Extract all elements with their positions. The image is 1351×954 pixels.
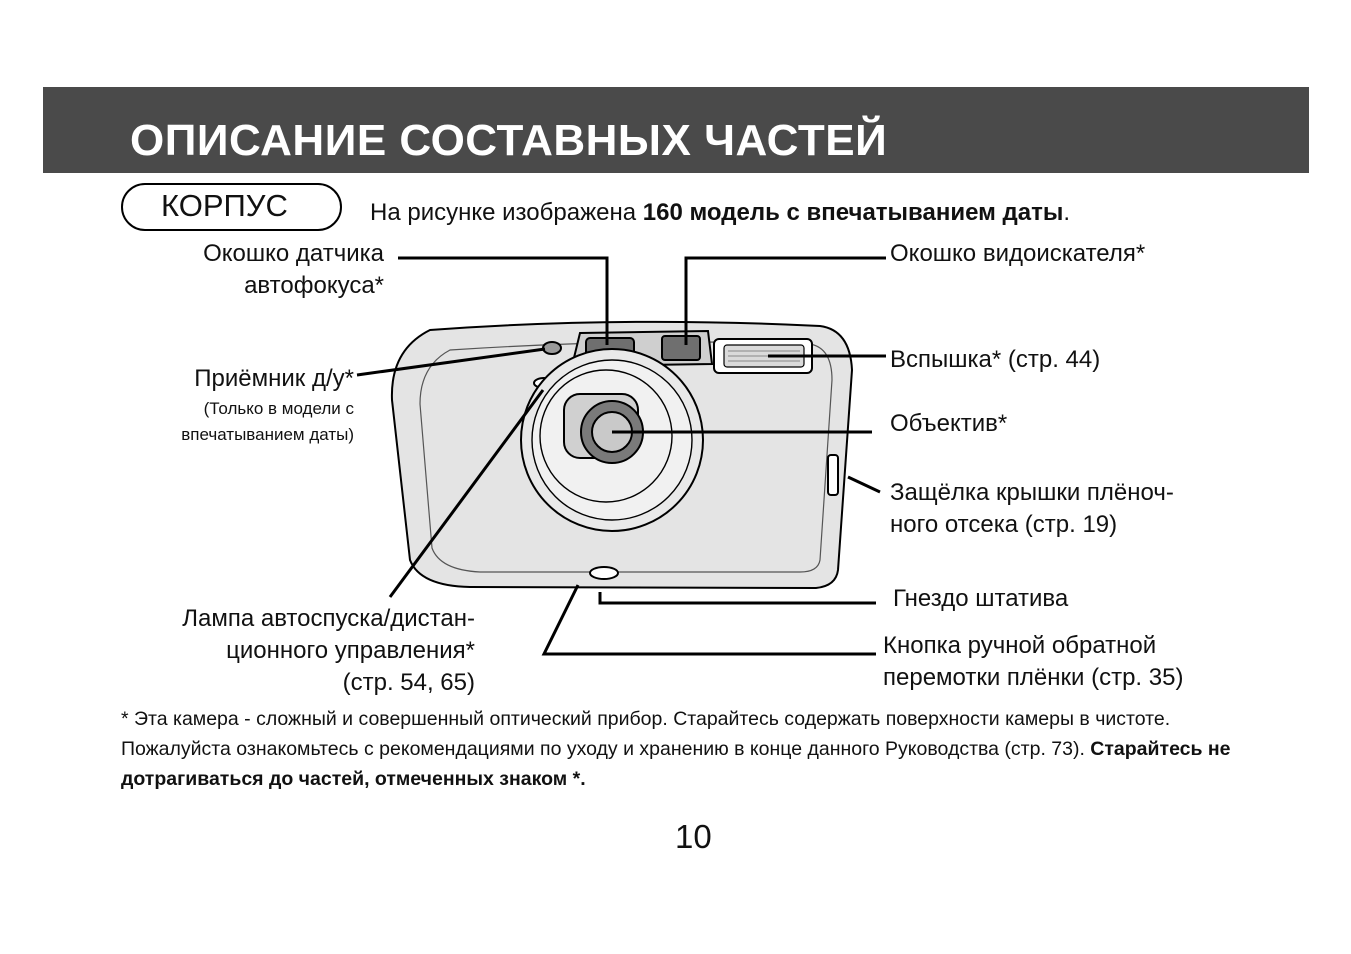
section-label: КОРПУС: [161, 188, 288, 223]
label-flash: Вспышка* (стр. 44): [890, 346, 1101, 373]
label-tripod: Гнездо штатива: [893, 585, 1069, 612]
label-receiver-note: [100, 396, 354, 448]
footnote-bold: Старайтесь не дотрагиваться до частей, отмеченных знаком *.: [121, 738, 1231, 790]
label-receiver: Приёмник д/у*: [194, 365, 354, 392]
label-lamp: [120, 603, 475, 699]
intro-suffix: .: [1063, 199, 1071, 226]
label-af-line1: Окошко датчика: [203, 240, 384, 267]
label-af-window: [150, 238, 384, 302]
label-lamp-line2: ционного управления*: [226, 637, 475, 664]
label-rewind-line1: Кнопка ручной обратной: [883, 632, 1157, 659]
viewfinder-window: [662, 336, 700, 360]
leader-rewind: [544, 585, 876, 654]
label-lens: Объектив*: [890, 410, 1008, 437]
tripod-socket: [590, 567, 618, 579]
intro-bold: 160 модель с впечатыванием даты: [642, 199, 1064, 226]
label-receiver-note-line1: (Только в модели с: [203, 399, 354, 418]
label-lamp-line3: (стр. 54, 65): [342, 669, 475, 696]
leader-tripod: [600, 592, 876, 603]
label-viewfinder: Окошко видоискателя*: [890, 240, 1146, 267]
label-latch: [890, 477, 1174, 541]
intro-prefix: На рисунке изображена: [370, 199, 643, 226]
label-af-line2: автофокуса*: [244, 272, 384, 299]
ir-receiver: [543, 342, 561, 354]
page-number: 10: [675, 818, 712, 855]
film-door-latch: [828, 455, 838, 495]
label-latch-line1: Защёлка крышки плёноч-: [890, 479, 1174, 506]
label-receiver-note-line2: впечатыванием даты): [181, 425, 354, 444]
label-rewind-line2: перемотки плёнки (стр. 35): [883, 664, 1184, 691]
label-rewind: [883, 630, 1183, 694]
label-lamp-line1: Лампа автоспуска/дистан-: [182, 605, 475, 632]
leader-latch: [848, 477, 880, 492]
page-title: ОПИСАНИЕ СОСТАВНЫХ ЧАСТЕЙ: [130, 116, 888, 165]
label-latch-line2: ного отсека (стр. 19): [890, 511, 1118, 538]
footnote-text: * Эта камера - сложный и совершенный оптический прибор. Старайтесь содержать поверхности камеры в чистоте. Пожалуйста ознакомьтесь с рекомендациями по уходу и хранению в конце данного Руководства (стр. 73).: [121, 708, 1171, 760]
footnote: [121, 704, 1241, 794]
